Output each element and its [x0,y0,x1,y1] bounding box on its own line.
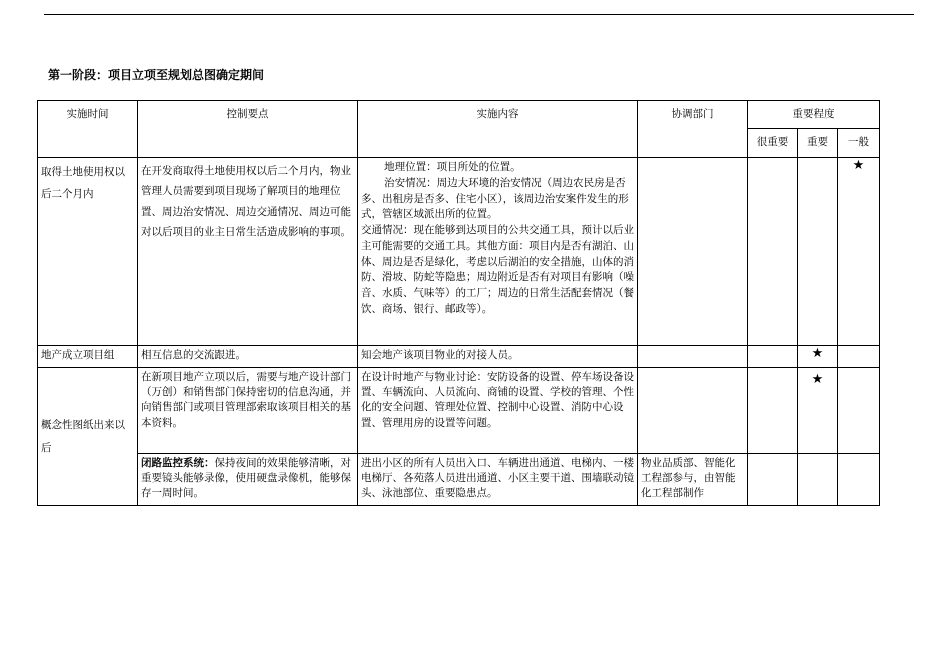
content-traffic: 交通情况：现在能够到达项目的公共交通工具，预计以后业主可能需要的交通工具。其他方面：项目内是否有湖泊、山体、周边是否是绿化，考虑以后湖泊的安全措施，山体的消防、滑坡、防蛇等隐患；周边附近是否有对项目有影响（噪音、水质、气味等）的工厂；周边的日常生活配套情况（餐饮、商场、银行、邮政等）。 [361,224,634,315]
header-important: 重要 [798,129,838,158]
header-row [38,101,880,129]
table-row [38,368,880,454]
row-dept: 物业品质部、智能化工程部参与，由智能化工程部制作 [638,454,748,506]
header-very-important: 很重要 [748,129,798,158]
page-title: 第一阶段：项目立项至规划总图确定期间 [48,68,265,82]
row-very-important [748,158,798,346]
star-mark: ★ [798,368,838,454]
row-normal [838,368,880,454]
cctv-label: 闭路监控系统： [141,457,215,469]
header-dept: 协调部门 [638,101,748,158]
row-important [798,454,838,506]
row-points [138,454,358,506]
row-content: 知会地产该项目物业的对接人员。 [358,346,638,368]
row-very-important [748,346,798,368]
row-dept [638,158,748,346]
header-time: 实施时间 [38,101,138,158]
top-rule [44,14,914,15]
header-importance: 重要程度 [748,101,880,129]
row-normal [838,346,880,368]
row-time: 地产成立项目组 [38,346,138,368]
content-security: 治安情况：周边大环境的治安情况（周边农民房是否多、出租房是否多、住宅小区），该周边治安案件发生的形式，管辖区域派出所的位置。 [361,176,629,221]
control-table [37,100,880,506]
header-points: 控制要点 [138,101,358,158]
header-normal: 一般 [838,129,880,158]
row-points: 相互信息的交流跟进。 [138,346,358,368]
row-very-important [748,454,798,506]
star-mark: ★ [798,346,838,368]
table-row [38,346,880,368]
row-content [358,158,638,346]
row-dept [638,346,748,368]
header-content: 实施内容 [358,101,638,158]
row-content: 进出小区的所有人员出入口、车辆进出通道、电梯内、一楼电梯厅、各苑落人员进出通道、小区主要干道、围墙联动镜头、泳池部位、重要隐患点。 [358,454,638,506]
row-dept [638,368,748,454]
row-time: 概念性图纸出来以后 [38,368,138,506]
table-row [38,454,880,506]
row-points: 在新项目地产立项以后，需要与地产设计部门（万创）和销售部门保持密切的信息沟通，并向销售部门或项目管理部索取该项目相关的基本资料。 [138,368,358,454]
row-content: 在设计时地产与物业讨论：安防设备的设置、停车场设备设置、车辆流向、人员流向、商铺的设置、学校的管理、个性化的安全问题、管理处位置、控制中心设置、消防中心设置、管理用房的设置等问题。 [358,368,638,454]
row-points: 在开发商取得土地使用权以后二个月内，物业管理人员需要到项目现场了解项目的地理位置、周边治安情况、周边交通情况、周边可能对以后项目的业主日常生活造成影响的事项。 [138,158,358,346]
row-normal [838,454,880,506]
row-time: 取得土地使用权以后二个月内 [38,158,138,346]
row-very-important [748,368,798,454]
table-row [38,158,880,346]
star-mark: ★ [838,158,880,346]
cctv-desc: 保持夜间的效果能够清晰，对重要镜头能够录像，使用硬盘录像机，能够保存一周时间。 [141,457,351,500]
row-important [798,158,838,346]
content-location: 地理位置：项目所处的位置。 [384,161,521,173]
